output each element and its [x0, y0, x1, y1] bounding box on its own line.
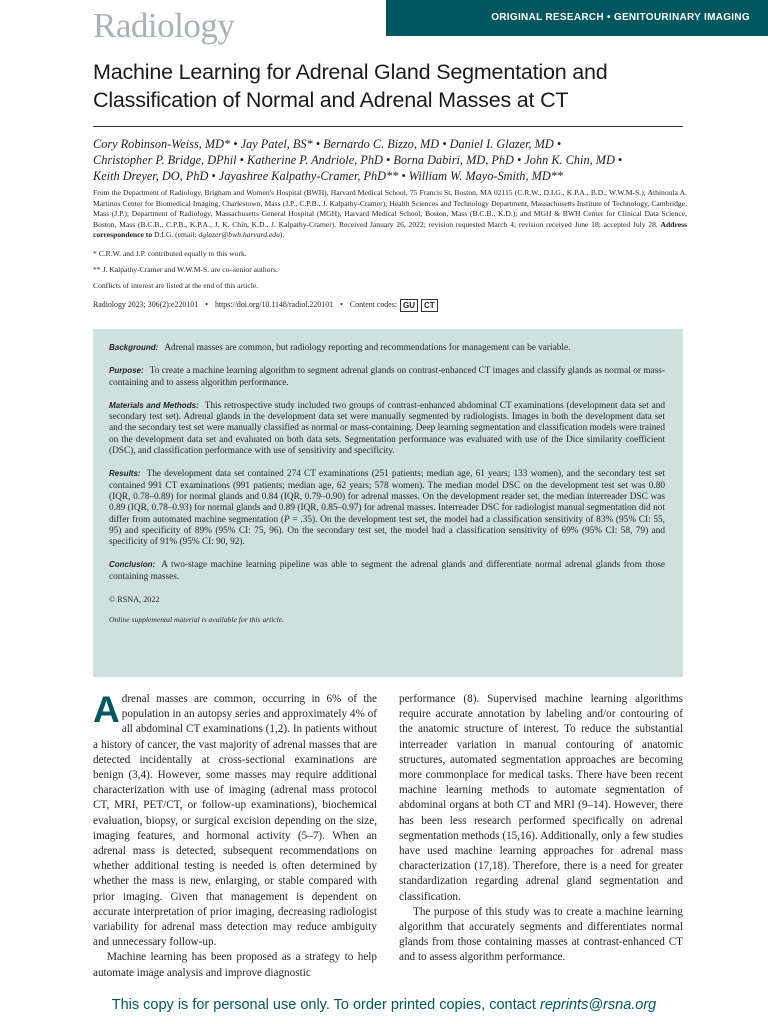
- abstract-text: A two-stage machine learning pipeline was able to segment the adrenal glands and differentiate normal adrenal glands from those containing masses.: [109, 560, 665, 582]
- content-codes-label: Content codes:: [349, 300, 397, 309]
- affiliations: [93, 188, 687, 241]
- co-senior-note: ** J. Kalpathy-Cramer and W.W.M-S. are co–senior authors.: [93, 265, 278, 274]
- abstract-copyright: © RSNA, 2022: [109, 595, 160, 605]
- citation-line: [93, 298, 438, 312]
- abstract-background: [109, 342, 665, 354]
- citation: Radiology 2023; 306(2):e220101: [93, 300, 199, 309]
- bullet: •: [205, 300, 208, 309]
- title-line: Classification of Normal and Adrenal Masses at CT: [93, 88, 569, 112]
- correspondence-email[interactable]: dglazer@bwh.harvard.edu: [198, 230, 280, 240]
- abstract-heading: Background:: [109, 343, 159, 352]
- correspondence-label: Address correspondence to: [93, 219, 687, 240]
- correspondence-text: D.I.G. (email:: [152, 230, 199, 240]
- body-column-right: [399, 692, 683, 966]
- conflicts-note: Conflicts of interest are listed at the end of this article.: [93, 281, 259, 290]
- article-title: [93, 58, 693, 114]
- body-paragraph: The purpose of this study was to create a machine learning algorithm that accurately segments and differentiates normal glands from those containing masses at contrast-enhanced CT and to assess algorithm performance.: [399, 905, 683, 964]
- reprint-footer: [0, 997, 768, 1013]
- body-text: drenal masses are common, occurring in 6% of the population in an autopsy series and approximately 4% of all abdominal CT examinations (1,2). In patients without a history of cancer, the vast majority of adrenal masses that are detected incidentally at cross-sectional examinations are benign (3,4). However, some masses may require additional characterization with use of imaging (adrenal mass protocol CT, MRI, PET/CT, or follow-up examinations), biochemical evaluation, biopsy, or surgical excision depending on the size, imaging features, and hormonal activity (5–7). When an adrenal mass is detected, subsequent recommendations on whether additional testing is needed is often determined by whether the mass is new, enlarging, or stable compared with prior imaging. Given that management is dependent on accurate interpretation of prior imaging, decreasing radiologist variability for adrenal mass detection may reduce ambiguity and unnecessary follow-up.: [93, 693, 377, 949]
- correspondence-end: ).: [279, 230, 285, 240]
- abstract-purpose: [109, 365, 665, 389]
- abstract-heading: Conclusion:: [109, 560, 156, 570]
- body-column-left: [93, 689, 377, 981]
- abstract-heading: Results:: [109, 469, 141, 479]
- abstract-results: [109, 468, 665, 548]
- title-line: Machine Learning for Adrenal Gland Segmentation and: [93, 60, 608, 84]
- abstract-text: The development data set contained 274 CT examinations (251 patients; median age, 61 years; 133 women), and the secondary test set contained 991 CT examinations (991 patients; median age, 62 years; 578 women). The median model DSC on the development test set was 0.80 (IQR, 0.78–0.89) for normal glands and 0.84 (IQR, 0.79–0.90) for adrenal masses. On the development reader set, the median interreader DSC was 0.89 (IQR, 0.78–0.93) for normal glands and 0.89 (IQR, 0.85–0.97) for adrenal masses. Interreader DSC for radiologist manual segmentation did not differ from automated machine segmentation (: [109, 469, 665, 525]
- author-line: Cory Robinson-Weiss, MD* • Jay Patel, BS* • Bernardo C. Bizzo, MD • Daniel I. Glazer, MD •: [93, 137, 562, 151]
- author-line: Christopher P. Bridge, DPhil • Katherine P. Andriole, PhD • Borna Dabiri, MD, PhD • John K. Chin, MD •: [93, 153, 623, 167]
- abstract-heading: Purpose:: [109, 366, 144, 376]
- abstract-heading: Materials and Methods:: [109, 400, 199, 410]
- section-band: ORIGINAL RESEARCH • GENITOURINARY IMAGING: [386, 0, 768, 36]
- abstract-text: = .35). On the development test set, the model had a classification sensitivity of 83% (95% CI: 55, 95) and specificity of 89% (95% CI: 75, 96). On the secondary test set, the model had a classification sensitivity of 69% (95% CI: 58, 79) and specificity of 91% (95% CI: 90, 92).: [109, 514, 665, 548]
- abstract-text: This retrospective study included two groups of contrast-enhanced abdominal CT examinations (development data set and secondary test set). Adrenal glands in the development data set were manually segmented by radiologists. Images in both the development data set and the secondary test set were manually classified as normal or mass-containing. Deep learning segmentation and classification models were trained on the development data set and evaluated on both data sets. Segmentation performance was evaluated with use of the Dice similarity coefficient (DSC), and classification performance with use of sensitivity and specificity.: [109, 400, 665, 457]
- abstract-box: [93, 329, 683, 677]
- abstract-text: To create a machine learning algorithm to segment adrenal glands on contrast-enhanced CT images and classify glands as normal or mass-containing and to assess algorithm performance.: [109, 366, 665, 388]
- doi-link[interactable]: https://doi.org/10.1148/radiol.220101: [214, 300, 334, 309]
- footer-text: This copy is for personal use only. To order printed copies, contact: [111, 997, 540, 1013]
- title-rule: [93, 126, 683, 127]
- affiliation-text: From the Department of Radiology, Brigham and Women's Hospital (BWH), Harvard Medical School, 75 Francis St, Boston, MA 02115 (C.R.W., D.I.G., K.P.A., B.D., W.W.M-S.); Athinoula A. Martinos Center for Biomedical Imaging, Charlestown, Mass (J.P., C.P.B., J. Kalpathy-Cramer); Health Sciences and Technology Department, Massachusetts Institute of Technology, Cambridge, Mass (J.P.); Department of Radiology, Massachusetts General Hospital (MGH), Harvard Medical School, Boston, Mass (B.C.B., K.D.); and MGH & BWH Center for Clinical Data Science, Boston, Mass (B.C.B., C.P.B., K.P.A., J. K. Chin, K.D., J. Kalpathy-Cramer). Received January 26, 2022; revision requested March 4; revision received June 18; accepted July 28.: [93, 188, 687, 229]
- p-value-symbol: P: [284, 514, 290, 525]
- equal-contribution-note: * C.R.W. and J.P. contributed equally to this work.: [93, 249, 247, 258]
- supplemental-note: Online supplemental material is available for this article.: [109, 615, 285, 625]
- author-list: [93, 136, 683, 184]
- footer-email-link[interactable]: reprints@rsna.org: [539, 997, 657, 1013]
- body-paragraph: [93, 689, 377, 950]
- body-paragraph: performance (8). Supervised machine learning algorithms require accurate annotation by labeling and/or contouring of the anatomic structure of interest. To reduce the substantial interreader variation in manual contouring of anatomic structures, automated segmentation approaches are becoming more commonplace for medical tasks. There have been recent machine learning methods to automate segmentation of abdominal organs at both CT and MRI (9–14). However, there has been less research performed specifically on adrenal segmentation methods (15,16). Additionally, only a few studies have used machine learning approaches for adrenal mass characterization (17,18). Therefore, there is a need for greater standardization regarding adrenal gland segmentation and classification.: [399, 693, 683, 903]
- journal-logo: Radiology: [93, 6, 235, 45]
- body-paragraph: Machine learning has been proposed as a strategy to help automate image analysis and improve diagnostic: [93, 951, 377, 979]
- abstract-methods: [109, 400, 665, 457]
- drop-cap: A: [93, 689, 120, 730]
- abstract-conclusion: [109, 559, 665, 583]
- bullet: •: [340, 300, 343, 309]
- abstract-text: Adrenal masses are common, but radiology reporting and recommendations for management can be variable.: [164, 343, 571, 353]
- author-line: Keith Dreyer, DO, PhD • Jayashree Kalpathy-Cramer, PhD** • William W. Mayo-Smith, MD**: [93, 169, 564, 183]
- content-code-gu: GU: [400, 299, 418, 312]
- content-code-ct: CT: [421, 299, 438, 312]
